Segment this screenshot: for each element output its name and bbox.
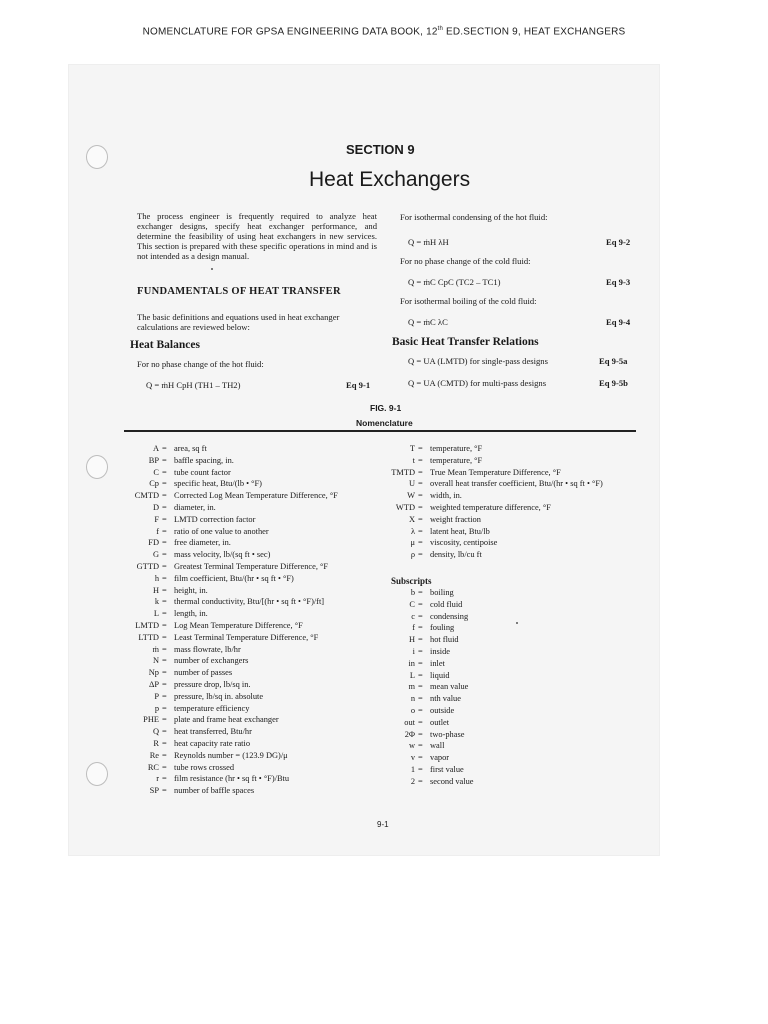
nomenclature-symbol: G [152, 550, 159, 560]
equals-sign: = [162, 703, 167, 713]
equals-sign: = [418, 670, 423, 680]
nomenclature-definition: inlet [430, 658, 445, 668]
nomenclature-definition: condensing [430, 611, 469, 621]
nomenclature-symbol: C [153, 467, 159, 477]
equals-sign: = [418, 599, 423, 609]
equals-sign: = [162, 691, 167, 701]
equals-sign: = [418, 694, 423, 704]
equals-sign: = [162, 550, 167, 560]
nomenclature-definition: heat capacity rate ratio [174, 738, 251, 748]
equals-sign: = [418, 753, 423, 763]
equals-sign: = [418, 682, 423, 692]
nomenclature-symbol: 2Φ [404, 729, 415, 739]
nomenclature-definition: hot fluid [430, 635, 459, 645]
equation-9-2-label: Eq 9-2 [606, 237, 631, 247]
equation-9-5b-label: Eq 9-5b [599, 378, 628, 388]
equation-9-5a-label: Eq 9-5a [599, 356, 628, 366]
equals-sign: = [162, 715, 167, 725]
nomenclature-symbol: in [408, 658, 415, 668]
nomenclature-definition: pressure, lb/sq in. absolute [174, 691, 264, 701]
equals-sign: = [418, 467, 423, 477]
intro-paragraph: The process engineer is frequently required to analyze heat exchanger designs, specify heat exchanger performance, and determine the feasibility of using heat exchangers in new services. This section is prepared with these specific operations in mind and is not intended as a design manual. [137, 211, 377, 261]
equals-sign: = [162, 455, 167, 465]
nomenclature-definition: number of exchangers [174, 656, 249, 666]
equals-sign: = [418, 514, 423, 524]
equals-sign: = [162, 762, 167, 772]
nomenclature-definition: thermal conductivity, Btu/[(hr • sq ft • °F)/ft] [174, 597, 325, 607]
nomenclature-symbol: Cp [149, 479, 159, 489]
equals-sign: = [162, 609, 167, 619]
equals-sign: = [418, 717, 423, 727]
nomenclature-symbol: h [154, 573, 159, 583]
header-text: NOMENCLATURE FOR GPSA ENGINEERING DATA BOOK, 12 [142, 26, 438, 38]
equals-sign: = [418, 646, 423, 656]
nomenclature-definition: diameter, in. [174, 502, 216, 512]
nomenclature-definition: wall [430, 741, 445, 751]
binder-hole [86, 762, 108, 786]
equals-sign: = [418, 526, 423, 536]
header-text-end: ED.SECTION 9, HEAT EXCHANGERS [443, 26, 626, 38]
nomenclature-definition: outside [430, 705, 455, 715]
equals-sign: = [162, 585, 167, 595]
equation-9-3: Q = ṁC CpC (TC2 – TC1) [408, 277, 501, 287]
header-superscript: th [437, 26, 444, 32]
nomenclature-symbol: A [152, 444, 159, 453]
equals-sign: = [162, 644, 167, 654]
basic-relations-heading: Basic Heat Transfer Relations [392, 336, 539, 348]
nomenclature-symbol: N [152, 656, 159, 666]
nomenclature-symbol: H [408, 635, 415, 645]
nomenclature-definition: Least Terminal Temperature Difference, °F [174, 632, 319, 642]
equals-sign: = [162, 656, 167, 666]
scan-speck [516, 622, 518, 624]
nomenclature-definition: first value [430, 764, 464, 774]
nomenclature-definition: boiling [430, 588, 454, 597]
equation-9-1: Q = ṁH CpH (TH1 – TH2) [146, 380, 241, 390]
equals-sign: = [162, 786, 167, 796]
equals-sign: = [162, 526, 167, 536]
nomenclature-definition: temperature, °F [430, 444, 483, 453]
equals-sign: = [162, 561, 167, 571]
nomenclature-definition: length, in. [174, 609, 208, 619]
nomenclature-definition: outlet [430, 717, 450, 727]
equals-sign: = [162, 514, 167, 524]
equation-9-2: Q = ṁH λH [408, 237, 449, 247]
nomenclature-symbol: GTTD [136, 561, 159, 571]
nomenclature-symbol: D [152, 502, 159, 512]
page-number: 9-1 [377, 820, 389, 829]
equals-sign: = [162, 491, 167, 501]
nomenclature-symbol: ρ [410, 550, 415, 560]
nomenclature-symbol: r [156, 774, 159, 784]
nomenclature-definition: number of passes [174, 668, 233, 678]
basic-definitions-text: The basic definitions and equations used in heat exchanger calculations are reviewed below: [137, 312, 340, 332]
nomenclature-symbol: X [408, 514, 415, 524]
nomenclature-symbol: WTD [395, 502, 415, 512]
nomenclature-definition: weighted temperature difference, °F [430, 502, 551, 512]
nomenclature-symbol: t [412, 455, 415, 465]
nomenclature-definition: film coefficient, Btu/(hr • sq ft • °F) [174, 573, 294, 583]
equation-9-1-label: Eq 9-1 [346, 380, 371, 390]
nomenclature-symbol: b [410, 588, 415, 597]
nomenclature-symbol: LTTD [138, 632, 159, 642]
nomenclature-symbol: μ [410, 538, 415, 548]
nomenclature-symbol: U [408, 479, 415, 489]
nomenclature-symbol: R [153, 738, 159, 748]
cold-fluid-text: For no phase change of the cold fluid: [400, 256, 531, 266]
equals-sign: = [162, 774, 167, 784]
nomenclature-definition: specific heat, Btu/(lb • °F) [174, 479, 262, 489]
binder-hole [86, 455, 108, 479]
nomenclature-definition: temperature, °F [430, 455, 483, 465]
nomenclature-definition: True Mean Temperature Difference, °F [430, 467, 561, 477]
equals-sign: = [418, 491, 423, 501]
nomenclature-symbol: p [154, 703, 159, 713]
nomenclature-symbol: RC [147, 762, 159, 772]
equation-9-3-label: Eq 9-3 [606, 277, 631, 287]
equals-sign: = [418, 764, 423, 774]
nomenclature-definition: plate and frame heat exchanger [174, 715, 279, 725]
nomenclature-symbol: Re [149, 750, 159, 760]
nomenclature-symbol: FD [148, 538, 159, 548]
nomenclature-definition: heat transferred, Btu/hr [174, 727, 252, 737]
nomenclature-symbol: c [411, 611, 415, 621]
equals-sign: = [418, 635, 423, 645]
nomenclature-symbol: 1 [410, 764, 415, 774]
nomenclature-definition: inside [430, 646, 451, 656]
equals-sign: = [162, 679, 167, 689]
nomenclature-symbol: k [154, 597, 159, 607]
nomenclature-definition: viscosity, centipoise [430, 538, 498, 548]
scan-speck [211, 268, 213, 270]
nomenclature-definition: weight fraction [430, 514, 481, 524]
page-title: Heat Exchangers [309, 168, 471, 191]
nomenclature-symbol: λ [410, 526, 415, 536]
nomenclature-definition: mean value [430, 682, 469, 692]
figure-label: FIG. 9-1 [370, 403, 402, 413]
nomenclature-definition: density, lb/cu ft [430, 550, 482, 560]
equals-sign: = [162, 573, 167, 583]
heat-balances-heading: Heat Balances [130, 339, 200, 351]
nomenclature-symbol: W [407, 491, 415, 501]
nomenclature-definition: temperature efficiency [174, 703, 250, 713]
nomenclature-symbol: CMTD [134, 491, 159, 501]
equals-sign: = [162, 632, 167, 642]
fundamentals-heading: FUNDAMENTALS OF HEAT TRANSFER [137, 286, 341, 297]
figure-rule [124, 430, 636, 432]
nomenclature-definition: mass velocity, lb/(sq ft • sec) [174, 550, 271, 560]
equals-sign: = [418, 729, 423, 739]
equals-sign: = [418, 623, 423, 633]
nomenclature-definition: cold fluid [430, 599, 463, 609]
nomenclature-symbol: P [154, 691, 159, 701]
equals-sign: = [162, 467, 167, 477]
nomenclature-symbol: f [412, 623, 415, 633]
nomenclature-definition: tube rows crossed [174, 762, 235, 772]
nomenclature-definition: mass flowrate, lb/hr [174, 644, 241, 654]
nomenclature-symbol: L [409, 670, 415, 680]
equation-9-4: Q = ṁC λC [408, 317, 448, 327]
equals-sign: = [162, 479, 167, 489]
nomenclature-symbol: SP [149, 786, 159, 796]
nomenclature-definition: Greatest Terminal Temperature Difference, °F [174, 561, 329, 571]
equals-sign: = [162, 738, 167, 748]
nomenclature-definition: width, in. [430, 491, 462, 501]
equals-sign: = [418, 538, 423, 548]
section-label: SECTION 9 [346, 142, 415, 157]
equation-9-4-label: Eq 9-4 [606, 317, 631, 327]
nomenclature-definition: Reynolds number = (123.9 DG)/μ [174, 750, 288, 760]
nomenclature-symbol: 2 [410, 776, 415, 786]
equation-9-5a: Q = UA (LMTD) for single-pass designs [408, 356, 548, 366]
nomenclature-symbol: L [153, 609, 159, 619]
nomenclature-symbol: m [408, 682, 415, 692]
equals-sign: = [418, 611, 423, 621]
equals-sign: = [162, 444, 167, 453]
nomenclature-symbol: H [152, 585, 159, 595]
nomenclature-symbol: f [156, 526, 159, 536]
isothermal-boiling-text: For isothermal boiling of the cold fluid: [400, 296, 537, 306]
nomenclature-symbol: T [409, 444, 415, 453]
equals-sign: = [162, 538, 167, 548]
nomenclature-definition: Corrected Log Mean Temperature Difference, °F [174, 491, 338, 501]
nomenclature-symbol: F [154, 514, 159, 524]
nomenclature-definition: second value [430, 776, 474, 786]
equals-sign: = [418, 550, 423, 560]
figure-title: Nomenclature [356, 418, 413, 428]
nomenclature-symbol: ΔP [148, 679, 159, 689]
equals-sign: = [418, 479, 423, 489]
nomenclature-symbol: C [409, 599, 415, 609]
nomenclature-definition: Log Mean Temperature Difference, °F [174, 620, 303, 630]
nomenclature-symbol: i [412, 646, 415, 656]
nomenclature-definition: two-phase [430, 729, 465, 739]
equals-sign: = [162, 620, 167, 630]
equals-sign: = [162, 750, 167, 760]
nomenclature-definition: nth value [430, 694, 461, 704]
equals-sign: = [418, 444, 423, 453]
nomenclature-definition: height, in. [174, 585, 208, 595]
nomenclature-symbol: PHE [143, 715, 159, 725]
nomenclature-symbol: o [410, 705, 415, 715]
nomenclature-symbol: BP [148, 455, 159, 465]
nomenclature-definition: tube count factor [174, 467, 231, 477]
nomenclature-symbol: w [408, 741, 415, 751]
binder-hole [86, 145, 108, 169]
equals-sign: = [418, 588, 423, 597]
hot-fluid-text: For no phase change of the hot fluid: [137, 359, 264, 369]
equals-sign: = [162, 668, 167, 678]
nomenclature-symbol: ṁ [152, 644, 159, 654]
nomenclature-symbol: TMTD [391, 467, 415, 477]
equation-9-5b: Q = UA (CMTD) for multi-pass designs [408, 378, 547, 388]
nomenclature-definition: number of baffle spaces [174, 786, 255, 796]
equals-sign: = [418, 705, 423, 715]
equals-sign: = [418, 741, 423, 751]
nomenclature-definition: latent heat, Btu/lb [430, 526, 490, 536]
nomenclature-definition: free diameter, in. [174, 538, 231, 548]
equals-sign: = [418, 776, 423, 786]
equals-sign: = [162, 727, 167, 737]
document-header [0, 26, 768, 37]
nomenclature-definition: LMTD correction factor [174, 514, 256, 524]
nomenclature-definition: overall heat transfer coefficient, Btu/(hr • sq ft • °F) [430, 479, 603, 489]
nomenclature-symbol: LMTD [135, 620, 159, 630]
nomenclature-symbol: out [404, 717, 415, 727]
nomenclature-definition: area, sq ft [174, 444, 207, 453]
equals-sign: = [162, 502, 167, 512]
equals-sign: = [418, 455, 423, 465]
equals-sign: = [418, 502, 423, 512]
nomenclature-definition: fouling [430, 623, 455, 633]
equals-sign: = [162, 597, 167, 607]
nomenclature-symbol: Np [148, 668, 159, 678]
nomenclature-definition: vapor [430, 753, 450, 763]
nomenclature-symbol: Q [152, 727, 159, 737]
nomenclature-definition: baffle spacing, in. [174, 455, 234, 465]
nomenclature-definition: ratio of one value to another [174, 526, 269, 536]
subscripts-heading: Subscripts [391, 576, 432, 586]
nomenclature-definition: liquid [430, 670, 450, 680]
nomenclature-symbol: n [410, 694, 415, 704]
nomenclature-definition: film resistance (hr • sq ft • °F)/Btu [174, 774, 290, 784]
nomenclature-symbol: v [410, 753, 415, 763]
isothermal-condensing-text: For isothermal condensing of the hot fluid: [400, 212, 548, 222]
nomenclature-definition: pressure drop, lb/sq in. [174, 679, 251, 689]
equals-sign: = [418, 658, 423, 668]
